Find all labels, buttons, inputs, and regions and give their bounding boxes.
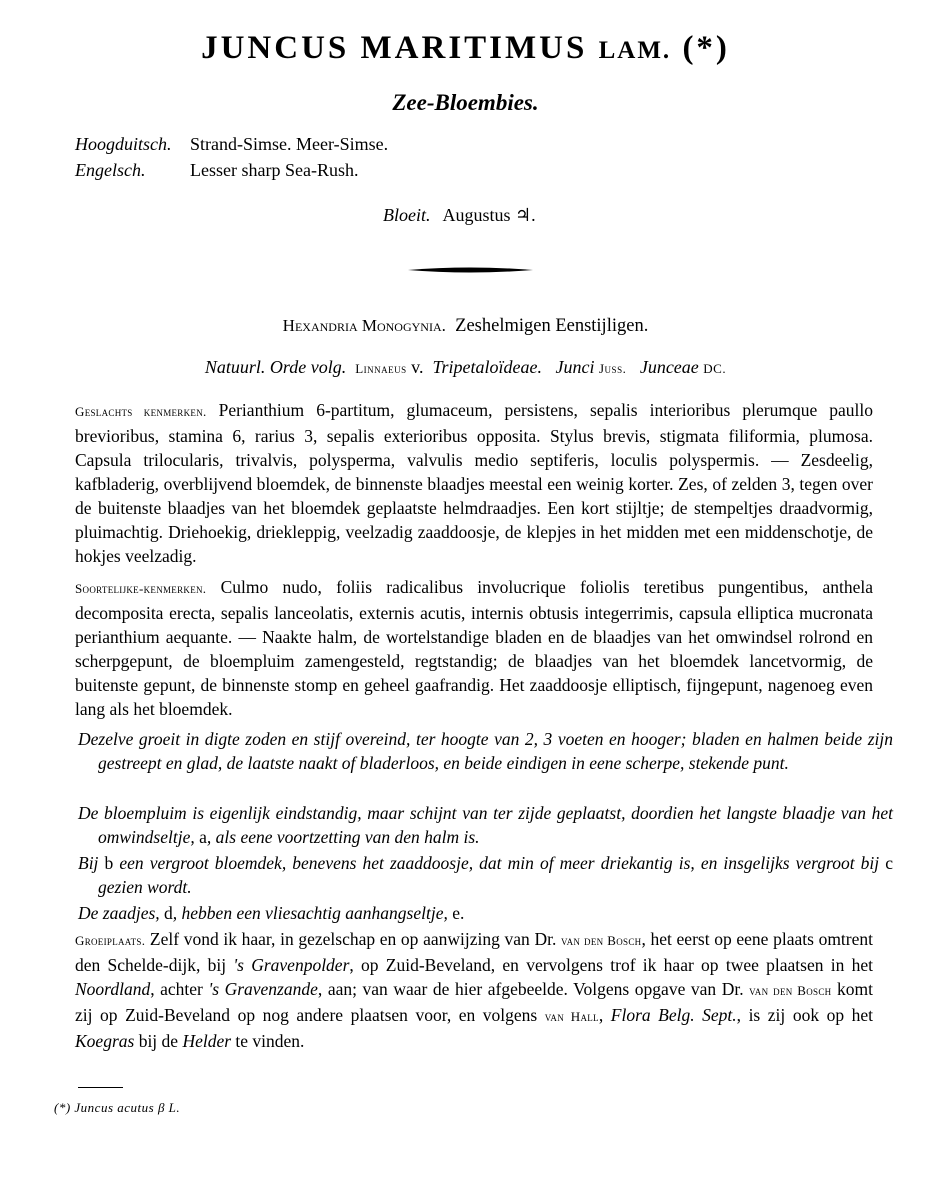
text: , op Zuid-Beveland, en vervolgens trof ik haar op twee plaatsen in het: [349, 955, 873, 975]
order-name: Junci: [555, 357, 595, 377]
system-class-dutch: Zeshelmigen Eenstijligen.: [455, 316, 649, 336]
figure-letter: e.: [452, 903, 465, 923]
place-name: 's Gravenpolder: [233, 955, 350, 975]
dutch-name: Zee-Bloembies.: [392, 90, 539, 115]
note-text: , hebben een vliesachtig aanhangseltje,: [172, 903, 448, 923]
place-name: Koegras: [75, 1031, 135, 1051]
note-text: een vergroot bloemdek, benevens het zaaddoosje, dat min of meer driekantig is, en insgelijks vergroot bij: [119, 853, 880, 873]
text: , is zij ook op het: [736, 1005, 874, 1025]
order-name: Junceae: [639, 357, 699, 377]
authority: Juss.: [599, 361, 627, 376]
author-abbrev: LAM.: [598, 37, 672, 64]
plate-note: [78, 727, 893, 775]
text: , het eerst op eene plaats omtrent den Schelde-dijk, bij: [75, 929, 873, 975]
authority: Linnaeus: [355, 361, 407, 376]
text: bij de: [138, 1031, 179, 1051]
section-label: Groeiplaats.: [75, 933, 146, 948]
text: , achter: [150, 979, 203, 999]
note-text: Dezelve groeit in digte zoden en stijf overeind, ter hoogte van 2, 3 voeten en hooger; bladen en halmen beide zijn gestreept en glad, de laatste naakt of bladerloos, en beide eindigen in eene scherpe, stekende punt.: [78, 729, 893, 773]
note-text: De bloempluim is eigenlijk eindstandig, maar schijnt van ter zijde geplaatst, doordien het langste blaadje van het omwindseltje,: [78, 803, 893, 847]
person-name: van Hall: [544, 1009, 599, 1024]
text: komt zij op Zuid-Beveland op nog andere plaatsen voor, en volgens: [75, 979, 874, 1025]
note-text: Bij: [78, 853, 99, 873]
person-name: van den Bosch: [560, 933, 642, 948]
vernacular-row-english: [75, 160, 358, 181]
text: , aan; van waar de hier afgebeelde. Volgens opgave van Dr.: [317, 979, 744, 999]
footnote: (*) Juncus acutus β L.: [54, 1100, 181, 1115]
flowering-time: [383, 205, 536, 226]
system-class: Hexandria Monogynia.: [282, 316, 446, 335]
habitat-paragraph: [75, 927, 873, 1053]
order-name: Tripetaloïdeae.: [432, 357, 543, 377]
flowering-label: Bloeit.: [383, 205, 431, 225]
flowering-value: Augustus ♃.: [442, 205, 536, 225]
authority-suffix: v.: [411, 357, 424, 377]
figure-letter: a: [199, 827, 207, 847]
place-name: Noordland: [75, 979, 151, 999]
section-label: Geslachts kenmerken.: [75, 404, 207, 419]
footnote-rule: [78, 1087, 123, 1088]
note-text: gezien wordt.: [98, 877, 192, 897]
vernacular-name: Lesser sharp Sea-Rush.: [190, 160, 359, 180]
place-name: Helder: [182, 1031, 232, 1051]
natural-order-line: [0, 357, 931, 378]
language-label: Engelsch.: [75, 160, 146, 180]
genus-characters-paragraph: [75, 398, 873, 568]
figure-letter: b: [104, 853, 114, 873]
paragraph-text: Perianthium 6-partitum, glumaceum, persistens, sepalis interioribus plerumque paullo brevioribus, stamina 6, rarius 3, sepalis exterioribus opposita. Stylus brevis, stigmata filiformia, plumosa. Capsula trilocularis, trivalvis, polysperma, valvulis medio septiferis, loculis polyspermis. — Zesdeelig, kafbladerig, overblijvend bloemdek, de binnenste blaadjes meestal een weinig korter. Zes, of zelden 3, tegen over de buitenste blaadjes van het bloemdek geplaatste helmdraadjes. Een kort stijltje; de stempeltjes draadvormig, pluimachtig. Driehoekig, driekleppig, veelzadig zaaddoosje, de klepjes in het midden met een middenschotje, de hokjes veelzadig.: [75, 400, 873, 566]
paragraph-text: Culmo nudo, foliis radicalibus involucrique foliolis teretibus pungentibus, anthela decomposita erecta, sepalis lanceolatis, externis acutis, internis obtusis integerrimis, capsula elliptica mucronata perianthium aequante. — Naakte halm, de wortelstandige bladen en de blaadjes van het omwindsel rolrond en scherpgepunt, de bloempluim zamengesteld, regtstandig; de blaadjes van het bloemdek lancetvormig, de buitenste gepunt, de binnenste stomp en geheel gaafrandig. Het zaaddoosje elliptisch, fijngepunt, nagenoeg even lang als het bloemdek.: [75, 577, 873, 719]
page-title: [0, 30, 931, 67]
footnote-mark: (*): [682, 30, 730, 66]
plate-note: [78, 901, 893, 925]
note-text: , als eene voortzetting van den halm is.: [206, 827, 480, 847]
species-characters-paragraph: [75, 575, 873, 721]
section-label: Soortelijke-kenmerken.: [75, 581, 207, 596]
plate-note: [78, 801, 893, 849]
language-label: Hoogduitsch.: [75, 134, 172, 154]
text: Zelf vond ik haar, in gezelschap en op aanwijzing van Dr.: [149, 929, 557, 949]
vernacular-row-german: [75, 134, 388, 155]
authority: DC.: [703, 361, 727, 376]
figure-letter: d: [164, 903, 173, 923]
orde-label: Natuurl. Orde volg.: [204, 357, 347, 377]
species-name: JUNCUS MARITIMUS: [201, 30, 588, 66]
ornamental-rule: [408, 266, 533, 274]
linnaean-classification: [0, 316, 931, 337]
text: ,: [598, 1005, 604, 1025]
text: te vinden.: [235, 1031, 305, 1051]
figure-letter: c: [885, 853, 894, 873]
person-name: van den Bosch: [749, 983, 832, 998]
place-name: 's Gravenzande: [208, 979, 318, 999]
plate-note: [78, 851, 893, 899]
citation: Flora Belg. Sept.: [610, 1005, 737, 1025]
vernacular-name: Strand-Simse. Meer-Simse.: [190, 134, 389, 154]
note-text: De zaadjes,: [78, 903, 160, 923]
